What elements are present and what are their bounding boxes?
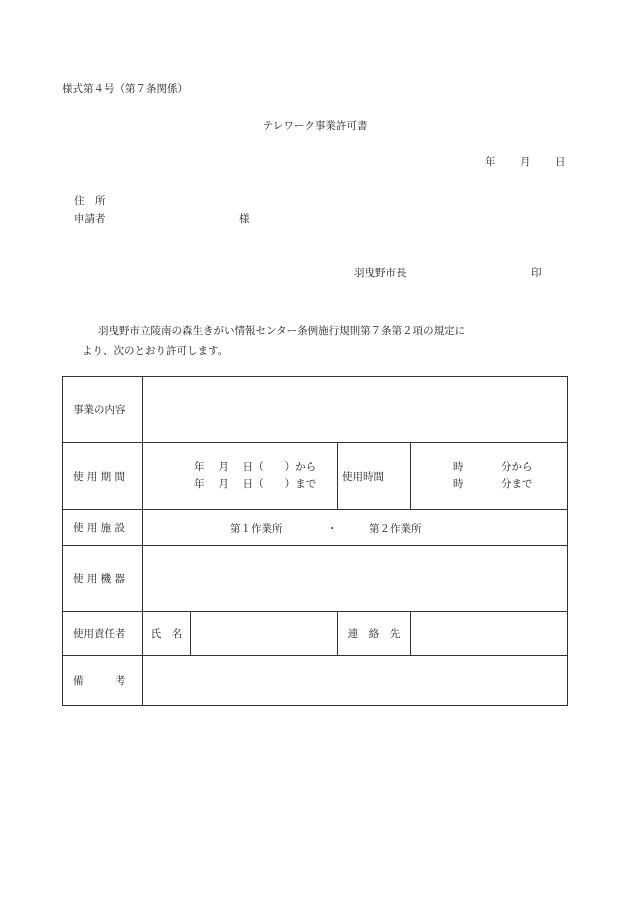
facility-separator: ・ <box>327 522 338 535</box>
time-to-min: 分まで <box>501 478 533 490</box>
period-field[interactable] <box>143 443 338 510</box>
period-label: 使 用 期 間 <box>63 443 143 510</box>
permit-table <box>62 376 568 706</box>
remarks-field[interactable] <box>143 656 568 706</box>
address-label: 住 所 <box>74 195 106 207</box>
equipment-field[interactable] <box>143 546 568 612</box>
contact-label: 連 絡 先 <box>338 612 411 656</box>
name-field[interactable] <box>191 612 338 656</box>
facility-2[interactable]: 第２作業所 <box>369 522 422 535</box>
row-facility <box>63 510 568 546</box>
remarks-label: 備 考 <box>63 656 143 706</box>
business-content-label: 事業の内容 <box>63 377 143 443</box>
honorific: 様 <box>239 213 250 225</box>
period-to: 年 月 日（ ）まで <box>194 478 317 490</box>
row-responsible <box>63 612 568 656</box>
usage-time-label: 使用時間 <box>338 443 411 510</box>
form-number: 様式第４号（第７条関係） <box>62 83 188 95</box>
facility-1[interactable]: 第１作業所 <box>230 522 283 535</box>
responsible-label: 使用責任者 <box>63 612 143 656</box>
applicant-label: 申請者 <box>74 213 106 225</box>
contact-field[interactable] <box>411 612 568 656</box>
time-from-min: 分から <box>501 461 533 473</box>
date-year: 年 <box>485 156 496 168</box>
time-to-hour: 時 <box>453 478 464 490</box>
time-from-hour: 時 <box>453 461 464 473</box>
usage-time-field[interactable] <box>411 443 568 510</box>
facility-label: 使 用 施 設 <box>63 510 143 546</box>
body-line-1: 羽曳野市立陵南の森生きがい情報センター条例施行規則第７条第２項の規定に <box>98 325 466 337</box>
date-month: 月 <box>520 156 531 168</box>
issuer: 羽曳野市長 <box>354 267 407 279</box>
seal-mark: 印 <box>531 267 542 279</box>
date-day: 日 <box>555 156 566 168</box>
row-period <box>63 443 568 510</box>
row-business-content <box>63 377 568 443</box>
equipment-label: 使 用 機 器 <box>63 546 143 612</box>
facility-field[interactable] <box>143 510 568 546</box>
document-title: テレワーク事業許可書 <box>262 120 368 132</box>
body-line-2: より、次のとおり許可します。 <box>82 345 229 357</box>
period-from: 年 月 日（ ）から <box>194 461 317 473</box>
row-equipment <box>63 546 568 612</box>
business-content-field[interactable] <box>143 377 568 443</box>
row-remarks <box>63 656 568 706</box>
name-label: 氏 名 <box>143 612 191 656</box>
